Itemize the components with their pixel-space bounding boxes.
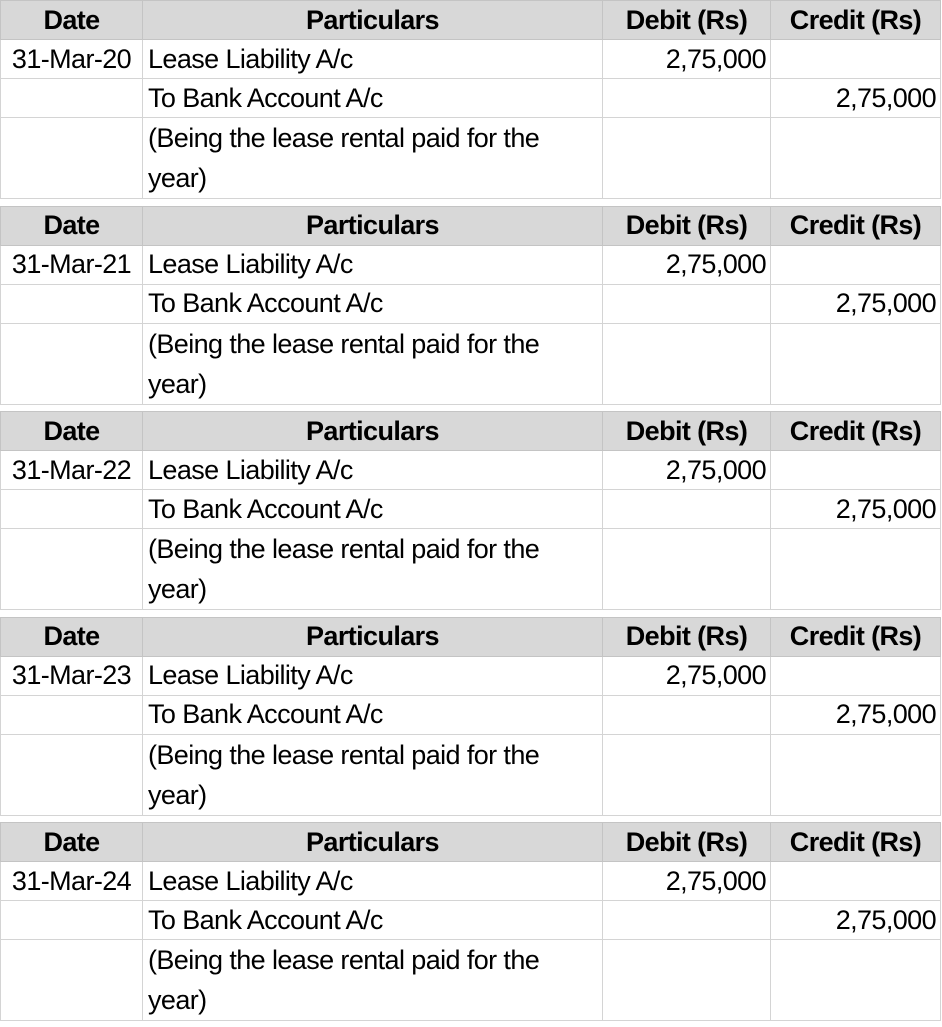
journal-entry-block — [0, 206, 940, 411]
header-credit[interactable]: Credit (Rs) — [771, 412, 941, 451]
debit-row — [1, 451, 941, 490]
narration-line-2: year) — [148, 985, 207, 1015]
header-row — [1, 1, 941, 40]
credit-amount[interactable]: 2,75,000 — [771, 79, 941, 118]
empty-cell[interactable] — [1, 284, 143, 323]
header-particulars[interactable]: Particulars — [143, 1, 603, 40]
empty-cell[interactable] — [1, 79, 143, 118]
empty-cell[interactable] — [771, 118, 941, 199]
debit-amount[interactable]: 2,75,000 — [603, 656, 771, 695]
narration-row — [1, 529, 941, 610]
header-row — [1, 206, 941, 245]
empty-cell[interactable] — [1, 323, 143, 404]
credit-amount[interactable]: 2,75,000 — [771, 901, 941, 940]
header-credit[interactable]: Credit (Rs) — [771, 823, 941, 862]
header-date[interactable]: Date — [1, 206, 143, 245]
header-row — [1, 823, 941, 862]
narration-line-1: (Being the lease rental paid for the — [148, 739, 540, 770]
credit-account[interactable]: To Bank Account A/c — [143, 490, 603, 529]
credit-row — [1, 490, 941, 529]
header-debit[interactable]: Debit (Rs) — [603, 823, 771, 862]
debit-amount[interactable]: 2,75,000 — [603, 862, 771, 901]
header-date[interactable]: Date — [1, 617, 143, 656]
empty-cell[interactable] — [1, 901, 143, 940]
credit-row — [1, 79, 941, 118]
entry-date[interactable]: 31-Mar-24 — [1, 862, 143, 901]
narration-cell[interactable] — [143, 118, 603, 199]
header-credit[interactable]: Credit (Rs) — [771, 617, 941, 656]
narration-line-1: (Being the lease rental paid for the — [148, 945, 540, 975]
empty-cell[interactable] — [603, 118, 771, 199]
narration-line-2: year) — [148, 368, 207, 399]
journal-entry-block — [0, 822, 940, 1027]
entry-date[interactable]: 31-Mar-20 — [1, 40, 143, 79]
empty-cell[interactable] — [771, 940, 941, 1021]
debit-amount[interactable]: 2,75,000 — [603, 245, 771, 284]
header-credit[interactable]: Credit (Rs) — [771, 1, 941, 40]
debit-account[interactable]: Lease Liability A/c — [143, 862, 603, 901]
credit-account[interactable]: To Bank Account A/c — [143, 695, 603, 734]
empty-cell[interactable] — [771, 734, 941, 815]
narration-line-2: year) — [148, 779, 207, 810]
journal-entry-table — [0, 411, 941, 610]
header-particulars[interactable]: Particulars — [143, 617, 603, 656]
credit-amount[interactable]: 2,75,000 — [771, 695, 941, 734]
header-debit[interactable]: Debit (Rs) — [603, 617, 771, 656]
credit-amount[interactable]: 2,75,000 — [771, 284, 941, 323]
empty-cell[interactable] — [771, 656, 941, 695]
narration-row — [1, 734, 941, 815]
empty-cell[interactable] — [771, 862, 941, 901]
header-particulars[interactable]: Particulars — [143, 412, 603, 451]
debit-account[interactable]: Lease Liability A/c — [143, 40, 603, 79]
empty-cell[interactable] — [1, 490, 143, 529]
debit-account[interactable]: Lease Liability A/c — [143, 451, 603, 490]
header-particulars[interactable]: Particulars — [143, 823, 603, 862]
header-date[interactable]: Date — [1, 412, 143, 451]
empty-cell[interactable] — [1, 734, 143, 815]
header-debit[interactable]: Debit (Rs) — [603, 206, 771, 245]
narration-line-2: year) — [148, 574, 207, 604]
credit-row — [1, 901, 941, 940]
empty-cell[interactable] — [603, 529, 771, 610]
entry-date[interactable]: 31-Mar-21 — [1, 245, 143, 284]
narration-line-1: (Being the lease rental paid for the — [148, 123, 540, 153]
empty-cell[interactable] — [1, 118, 143, 199]
narration-cell[interactable] — [143, 940, 603, 1021]
journal-entry-table — [0, 617, 941, 816]
header-date[interactable]: Date — [1, 823, 143, 862]
empty-cell[interactable] — [1, 940, 143, 1021]
header-row — [1, 412, 941, 451]
debit-row — [1, 245, 941, 284]
empty-cell[interactable] — [771, 323, 941, 404]
narration-cell[interactable] — [143, 529, 603, 610]
empty-cell[interactable] — [603, 490, 771, 529]
debit-account[interactable]: Lease Liability A/c — [143, 656, 603, 695]
entry-date[interactable]: 31-Mar-23 — [1, 656, 143, 695]
header-particulars[interactable]: Particulars — [143, 206, 603, 245]
header-date[interactable]: Date — [1, 1, 143, 40]
header-debit[interactable]: Debit (Rs) — [603, 412, 771, 451]
empty-cell[interactable] — [603, 940, 771, 1021]
empty-cell[interactable] — [771, 451, 941, 490]
narration-line-1: (Being the lease rental paid for the — [148, 328, 540, 359]
credit-account[interactable]: To Bank Account A/c — [143, 284, 603, 323]
empty-cell[interactable] — [603, 734, 771, 815]
empty-cell[interactable] — [603, 323, 771, 404]
entry-date[interactable]: 31-Mar-22 — [1, 451, 143, 490]
debit-row — [1, 862, 941, 901]
narration-row — [1, 940, 941, 1021]
credit-account[interactable]: To Bank Account A/c — [143, 79, 603, 118]
narration-line-2: year) — [148, 163, 207, 193]
narration-cell[interactable] — [143, 734, 603, 815]
empty-cell[interactable] — [603, 284, 771, 323]
debit-row — [1, 40, 941, 79]
credit-row — [1, 695, 941, 734]
debit-amount[interactable]: 2,75,000 — [603, 40, 771, 79]
narration-row — [1, 323, 941, 404]
credit-row — [1, 284, 941, 323]
empty-cell[interactable] — [603, 695, 771, 734]
debit-row — [1, 656, 941, 695]
journal-entry-block — [0, 411, 940, 616]
header-credit[interactable]: Credit (Rs) — [771, 206, 941, 245]
journal-entry-table — [0, 0, 941, 199]
journal-entry-block — [0, 617, 940, 822]
empty-cell[interactable] — [1, 529, 143, 610]
empty-cell[interactable] — [771, 529, 941, 610]
debit-account[interactable]: Lease Liability A/c — [143, 245, 603, 284]
credit-account[interactable]: To Bank Account A/c — [143, 901, 603, 940]
narration-line-1: (Being the lease rental paid for the — [148, 534, 540, 564]
narration-row — [1, 118, 941, 199]
header-debit[interactable]: Debit (Rs) — [603, 1, 771, 40]
journal-entry-table — [0, 822, 941, 1021]
journal-entry-table — [0, 206, 941, 405]
empty-cell[interactable] — [771, 245, 941, 284]
header-row — [1, 617, 941, 656]
empty-cell[interactable] — [603, 79, 771, 118]
empty-cell[interactable] — [771, 40, 941, 79]
journal-entry-block — [0, 0, 940, 205]
debit-amount[interactable]: 2,75,000 — [603, 451, 771, 490]
credit-amount[interactable]: 2,75,000 — [771, 490, 941, 529]
empty-cell[interactable] — [603, 901, 771, 940]
narration-cell[interactable] — [143, 323, 603, 404]
empty-cell[interactable] — [1, 695, 143, 734]
